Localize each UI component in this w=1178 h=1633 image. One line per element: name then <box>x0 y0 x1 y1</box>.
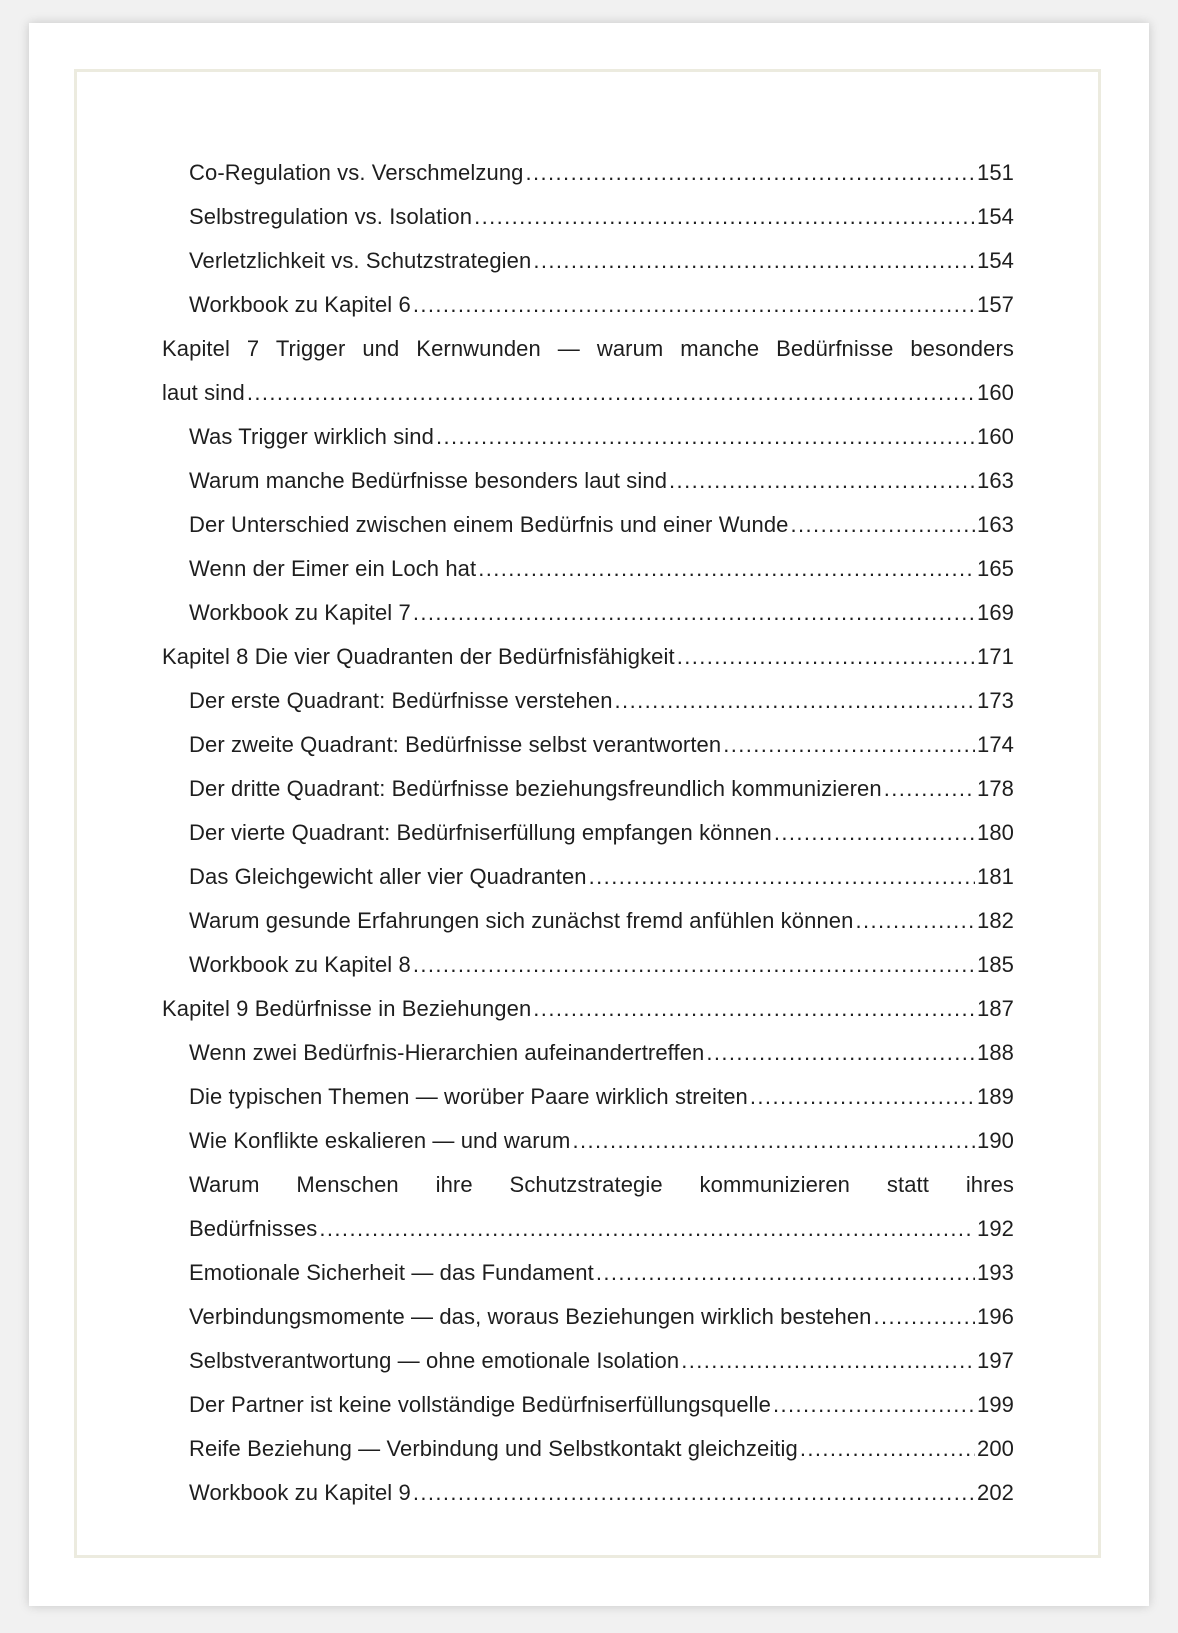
toc-entry-title-line1: Kapitel 7 Trigger und Kernwunden — warum manche Bedürfnisse besonders <box>162 336 1014 361</box>
toc-entry[interactable] <box>189 767 1014 811</box>
toc-entry-page: 188 <box>976 1040 1014 1065</box>
toc-entry-page: 163 <box>976 512 1014 537</box>
toc-entry[interactable] <box>189 195 1014 239</box>
toc-entry-page: 187 <box>976 996 1014 1021</box>
dot-leader <box>526 151 975 195</box>
toc-entry-page: 174 <box>976 732 1014 757</box>
toc-entry-title: Workbook zu Kapitel 8 <box>189 952 411 977</box>
toc-entry[interactable] <box>189 855 1014 899</box>
toc-entry-page: 189 <box>976 1084 1014 1109</box>
dot-leader <box>773 1383 975 1427</box>
toc-entry-title: Was Trigger wirklich sind <box>189 424 434 449</box>
toc-entry[interactable] <box>189 1383 1014 1427</box>
toc-entry-title: Der Partner ist keine vollständige Bedürfniserfüllungsquelle <box>189 1392 771 1417</box>
dot-leader <box>706 1031 975 1075</box>
toc-entry-page: 178 <box>976 776 1014 801</box>
dot-leader <box>533 987 975 1031</box>
toc-entry[interactable] <box>189 591 1014 635</box>
toc-entry-title: Warum manche Bedürfnisse besonders laut sind <box>189 468 668 493</box>
dot-leader <box>533 239 975 283</box>
toc-entry-page: 173 <box>976 688 1014 713</box>
toc-entry[interactable] <box>189 1339 1014 1383</box>
dot-leader <box>247 371 975 415</box>
toc-chapter-entry[interactable] <box>162 987 1014 1031</box>
toc-entry-title: Der dritte Quadrant: Bedürfnisse beziehungsfreundlich kommunizieren <box>189 776 882 801</box>
toc-entry[interactable] <box>189 1163 1014 1251</box>
toc-entry-title: Verletzlichkeit vs. Schutzstrategien <box>189 248 532 273</box>
toc-entry-title: Wenn zwei Bedürfnis-Hierarchien aufeinandertreffen <box>189 1040 705 1065</box>
dot-leader <box>874 1295 975 1339</box>
toc-entry-title-line1: Warum Menschen ihre Schutzstrategie kommunizieren statt ihres <box>189 1172 1014 1197</box>
toc-entry-page: 157 <box>976 292 1014 317</box>
dot-leader <box>413 591 975 635</box>
toc-entry[interactable] <box>189 899 1014 943</box>
toc-entry-title: Verbindungsmomente — das, woraus Beziehungen wirklich bestehen <box>189 1304 872 1329</box>
toc-entry-page: 185 <box>976 952 1014 977</box>
toc-entry-title: Der zweite Quadrant: Bedürfnisse selbst verantworten <box>189 732 722 757</box>
toc-entry-page: 151 <box>976 160 1014 185</box>
toc-entry-page: 200 <box>976 1436 1014 1461</box>
toc-entry-title: Selbstverantwortung — ohne emotionale Isolation <box>189 1348 680 1373</box>
toc-entry-title: Kapitel 8 Die vier Quadranten der Bedürfnisfähigkeit <box>162 644 675 669</box>
document-page <box>29 23 1149 1606</box>
table-of-contents <box>162 151 1014 1515</box>
toc-entry-title: Der erste Quadrant: Bedürfnisse verstehen <box>189 688 613 713</box>
toc-entry[interactable] <box>189 1427 1014 1471</box>
dot-leader <box>413 943 975 987</box>
toc-entry-title-line2: Bedürfnisses <box>189 1216 318 1241</box>
toc-entry[interactable] <box>189 1251 1014 1295</box>
toc-entry-page: 193 <box>976 1260 1014 1285</box>
dot-leader <box>572 1119 975 1163</box>
toc-entry-title: Das Gleichgewicht aller vier Quadranten <box>189 864 587 889</box>
toc-entry-page: 202 <box>976 1480 1014 1505</box>
toc-entry[interactable] <box>189 1119 1014 1163</box>
toc-entry[interactable] <box>189 1295 1014 1339</box>
toc-entry-page: 171 <box>976 644 1014 669</box>
toc-entry[interactable] <box>189 415 1014 459</box>
toc-entry[interactable] <box>189 811 1014 855</box>
dot-leader <box>791 503 975 547</box>
dot-leader <box>478 547 975 591</box>
toc-entry-page: 160 <box>976 424 1014 449</box>
toc-chapter-entry[interactable] <box>162 327 1014 415</box>
toc-entry-page: 199 <box>976 1392 1014 1417</box>
dot-leader <box>319 1207 975 1251</box>
toc-entry-title: Wenn der Eimer ein Loch hat <box>189 556 477 581</box>
toc-entry[interactable] <box>189 503 1014 547</box>
toc-entry[interactable] <box>189 1031 1014 1075</box>
toc-entry[interactable] <box>189 943 1014 987</box>
toc-entry[interactable] <box>189 239 1014 283</box>
toc-entry-page: 160 <box>976 380 1014 405</box>
toc-entry-page: 182 <box>976 908 1014 933</box>
toc-entry[interactable] <box>189 679 1014 723</box>
dot-leader <box>750 1075 975 1119</box>
toc-entry-page: 154 <box>976 248 1014 273</box>
toc-entry-title: Wie Konflikte eskalieren — und warum <box>189 1128 571 1153</box>
toc-entry-title: Kapitel 9 Bedürfnisse in Beziehungen <box>162 996 532 1021</box>
toc-entry-title: Warum gesunde Erfahrungen sich zunächst fremd anfühlen können <box>189 908 854 933</box>
dot-leader <box>723 723 975 767</box>
toc-entry-page: 181 <box>976 864 1014 889</box>
dot-leader <box>413 1471 975 1515</box>
toc-entry[interactable] <box>189 151 1014 195</box>
toc-entry-title: Workbook zu Kapitel 9 <box>189 1480 411 1505</box>
toc-entry-page: 192 <box>976 1216 1014 1241</box>
dot-leader <box>677 635 975 679</box>
dot-leader <box>669 459 975 503</box>
toc-entry-page: 197 <box>976 1348 1014 1373</box>
toc-entry-title: Co-Regulation vs. Verschmelzung <box>189 160 524 185</box>
toc-entry-page: 196 <box>976 1304 1014 1329</box>
dot-leader <box>413 283 975 327</box>
toc-entry-title-line2: laut sind <box>162 380 245 405</box>
dot-leader <box>855 899 975 943</box>
toc-entry-title: Workbook zu Kapitel 6 <box>189 292 411 317</box>
dot-leader <box>681 1339 975 1383</box>
toc-chapter-entry[interactable] <box>162 635 1014 679</box>
dot-leader <box>589 855 975 899</box>
toc-entry-page: 190 <box>976 1128 1014 1153</box>
dot-leader <box>615 679 975 723</box>
toc-entry[interactable] <box>189 547 1014 591</box>
toc-entry-title: Workbook zu Kapitel 7 <box>189 600 411 625</box>
toc-entry[interactable] <box>189 1471 1014 1515</box>
toc-entry-title: Der Unterschied zwischen einem Bedürfnis und einer Wunde <box>189 512 789 537</box>
toc-entry-page: 154 <box>976 204 1014 229</box>
dot-leader <box>474 195 975 239</box>
toc-entry-page: 163 <box>976 468 1014 493</box>
dot-leader <box>436 415 975 459</box>
toc-entry-title: Reife Beziehung — Verbindung und Selbstkontakt gleichzeitig <box>189 1436 798 1461</box>
toc-entry-title: Emotionale Sicherheit — das Fundament <box>189 1260 594 1285</box>
toc-entry-page: 169 <box>976 600 1014 625</box>
dot-leader <box>774 811 975 855</box>
toc-entry[interactable] <box>189 283 1014 327</box>
toc-entry-title: Der vierte Quadrant: Bedürfniserfüllung empfangen können <box>189 820 772 845</box>
dot-leader <box>884 767 975 811</box>
toc-entry[interactable] <box>189 459 1014 503</box>
toc-entry-page: 165 <box>976 556 1014 581</box>
toc-entry-title: Die typischen Themen — worüber Paare wirklich streiten <box>189 1084 748 1109</box>
toc-entry[interactable] <box>189 1075 1014 1119</box>
toc-entry[interactable] <box>189 723 1014 767</box>
toc-entry-title: Selbstregulation vs. Isolation <box>189 204 473 229</box>
toc-entry-page: 180 <box>976 820 1014 845</box>
dot-leader <box>596 1251 975 1295</box>
dot-leader <box>800 1427 975 1471</box>
